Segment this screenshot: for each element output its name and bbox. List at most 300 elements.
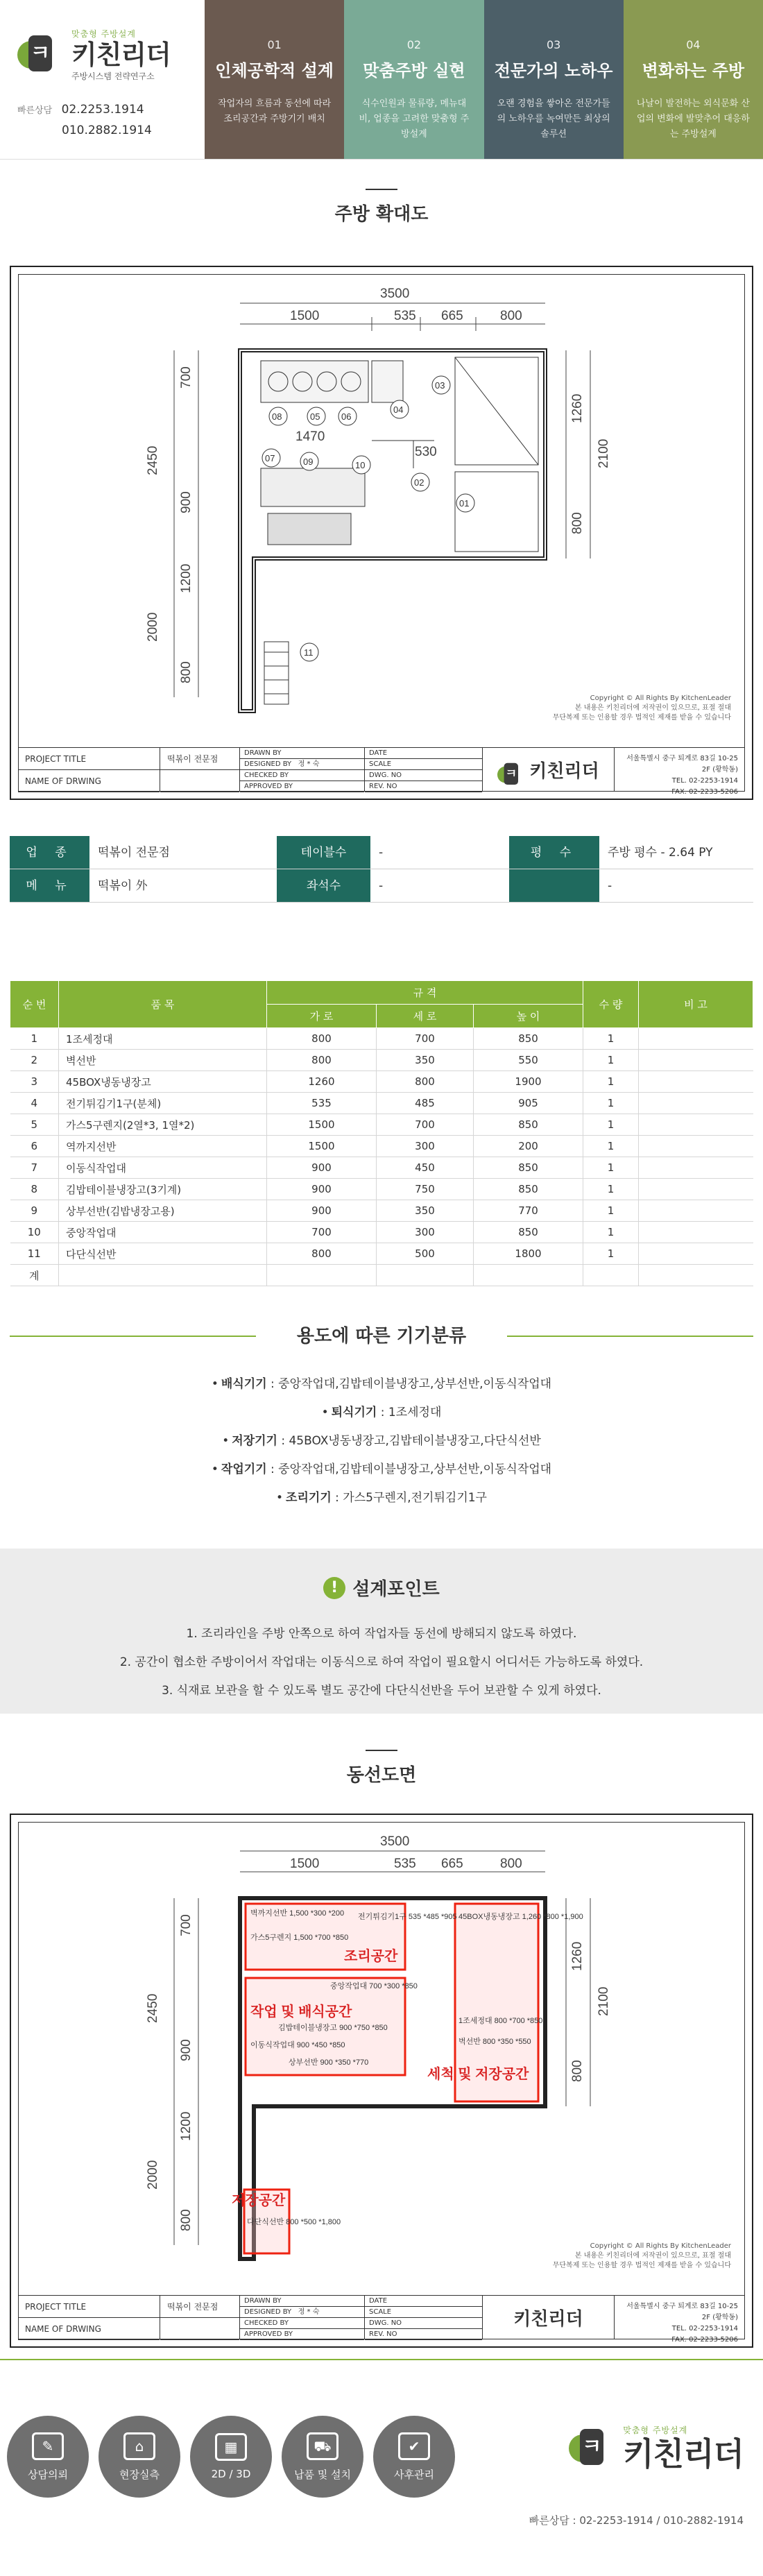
title-bar — [366, 189, 397, 190]
table-cell: 1900 — [474, 1071, 583, 1093]
flow-plan-svg — [11, 1815, 752, 2294]
table-cell: 역까지선반 — [59, 1136, 267, 1157]
class-value: 중앙작업대,김밥테이블냉장고,상부선반,이동식작업대 — [278, 1462, 552, 1476]
service-buttons — [7, 2416, 455, 2498]
button-label: 2D / 3D — [211, 2468, 251, 2480]
table-cell: 300 — [376, 1222, 473, 1243]
table-cell — [267, 1265, 377, 1286]
table-row — [10, 1222, 753, 1243]
table-cell: 850 — [474, 1114, 583, 1136]
table-cell — [639, 1265, 753, 1286]
class-label: 배식기기 — [221, 1377, 267, 1391]
table-cell: 3 — [10, 1071, 59, 1093]
logo-name: 키친리더 — [71, 40, 171, 70]
table-cell: 900 — [267, 1179, 377, 1200]
table-cell — [474, 1265, 583, 1286]
table-cell: 다단식선반 — [59, 1243, 267, 1265]
step-number: 01 — [267, 38, 282, 51]
table-cell: 900 — [267, 1200, 377, 1222]
info-value-empty: - — [608, 879, 612, 893]
table-cell: 770 — [474, 1200, 583, 1222]
flow-item-rack: 다단식선반 800 *500 *1,800 — [247, 2218, 341, 2226]
dim-left-2: 900 — [179, 491, 194, 513]
class-value: 45BOX냉동냉장고,김밥테이블냉장고,다단식선반 — [289, 1434, 541, 1448]
dim-right-2: 800 — [570, 512, 585, 534]
label-07: 07 — [265, 453, 275, 463]
dim-right-0: 2100 — [597, 438, 611, 468]
design-point-title: 설계포인트 — [352, 1579, 440, 1600]
flow-item-range: 가스5구렌지 1,500 *700 *850 — [250, 1934, 349, 1942]
section-title-text: 주방 확대도 — [334, 204, 429, 225]
tb-rev-no: REV. NO — [365, 2329, 482, 2340]
button-label: 현장실측 — [119, 2468, 160, 2481]
dim-top-4: 800 — [500, 309, 522, 323]
tb-scale: SCALE — [365, 759, 482, 770]
info-key-empty — [509, 869, 599, 902]
table-cell: 상부선반(김밥냉장고용) — [59, 1200, 267, 1222]
tb-drawn-by: DRAWN BY — [240, 2296, 364, 2307]
step-1 — [205, 0, 344, 159]
clipboard-icon: ✎ — [32, 2432, 64, 2460]
table-cell: 1 — [583, 1243, 639, 1265]
tb-logo-name: 키친리더 — [513, 2309, 583, 2330]
tb-approved-by: APPROVED BY — [240, 781, 364, 792]
table-cell: 10 — [10, 1222, 59, 1243]
step-number: 03 — [546, 38, 561, 51]
tb-dwg-no: DWG. NO — [365, 2318, 482, 2329]
table-cell: 1 — [583, 1071, 639, 1093]
flow-floor-plan — [10, 1814, 753, 2348]
copyright-line-1: Copyright © All Rights By KitchenLeader — [590, 2242, 731, 2250]
tb-date: DATE — [365, 748, 482, 759]
footer-contact: 빠른상담 : 02-2253-1914 / 010-2882-1914 — [529, 2514, 744, 2527]
info-value-type: 떡볶이 전문점 — [98, 846, 170, 860]
label-01: 01 — [459, 498, 470, 509]
dim-top-2: 535 — [394, 1857, 416, 1871]
title-bar — [366, 1750, 397, 1751]
class-value: 1조세정대 — [388, 1406, 442, 1419]
label-04: 04 — [393, 404, 404, 415]
tb-logo-name: 키친리더 — [529, 761, 599, 782]
dim-left-4: 2000 — [146, 612, 160, 642]
info-key-type: 업 종 — [10, 836, 89, 869]
logo-mark-icon: ㅋ — [569, 2429, 617, 2468]
table-cell — [59, 1265, 267, 1286]
flow-item-center-table: 중앙작업대 700 *300 *850 — [330, 1982, 418, 1990]
dim-left-1: 700 — [179, 366, 194, 389]
tb-fax: FAX. 02-2233-5206 — [671, 2336, 738, 2344]
step-2 — [344, 0, 483, 159]
tb-address: 서울특별시 중구 퇴계로 83길 10-25 2F (황학동) — [626, 755, 738, 774]
table-cell: 350 — [376, 1050, 473, 1071]
brand — [0, 0, 205, 159]
header — [0, 0, 763, 160]
info-value-menu: 떡볶이 外 — [98, 879, 148, 893]
step-3 — [484, 0, 624, 159]
class-value: 중앙작업대,김밥테이블냉장고,상부선반,이동식작업대 — [278, 1377, 552, 1391]
table-row — [10, 1114, 753, 1136]
title-block — [18, 2295, 745, 2344]
table-cell: 350 — [376, 1200, 473, 1222]
tb-designed-by: DESIGNED BY — [244, 760, 292, 768]
table-cell: 4 — [10, 1093, 59, 1114]
table-cell: 1500 — [267, 1136, 377, 1157]
table-cell — [639, 1114, 753, 1136]
tb-project-title: 떡볶이 전문점 — [160, 748, 239, 770]
delivery-button[interactable] — [282, 2416, 363, 2498]
table-cell: 700 — [376, 1114, 473, 1136]
class-item: • 퇴식기기 : 1조세정대 — [321, 1406, 442, 1419]
info-row — [10, 836, 753, 869]
dim-left-0: 2450 — [146, 445, 160, 475]
table-cell: 1 — [583, 1050, 639, 1071]
step-desc: 식수인원과 물류량, 메뉴대비, 업종을 고려한 맞춤형 주방설계 — [359, 99, 470, 139]
table-cell: 2 — [10, 1050, 59, 1071]
tb-tel: TEL. 02-2253-1914 — [671, 777, 738, 785]
table-cell: 850 — [474, 1222, 583, 1243]
equipment-table — [10, 980, 753, 1286]
dim-inner-0: 1470 — [295, 429, 325, 444]
info-value-tables: - — [379, 846, 384, 860]
logo-tagline: 맞춤형 주방설계 — [71, 29, 136, 39]
copyright-line-2: 본 내용은 키친리더에 저작권이 있으므로, 표절 절대 — [574, 704, 731, 712]
table-cell: 535 — [267, 1093, 377, 1114]
step-title: 변화하는 주방 — [642, 61, 745, 80]
table-cell: 550 — [474, 1050, 583, 1071]
table-cell: 485 — [376, 1093, 473, 1114]
divider — [507, 1336, 753, 1337]
table-cell: 300 — [376, 1136, 473, 1157]
tb-project-title: 떡볶이 전문점 — [160, 2296, 239, 2318]
copyright-line-1: Copyright © All Rights By KitchenLeader — [590, 694, 731, 702]
info-key-seats: 좌석수 — [277, 869, 370, 902]
table-cell: 1 — [10, 1028, 59, 1050]
dim-top-1: 1500 — [290, 309, 320, 323]
copyright-line-2: 본 내용은 키친리더에 저작권이 있으므로, 표절 절대 — [574, 2252, 731, 2260]
table-cell: 5 — [10, 1114, 59, 1136]
footer-logo[interactable] — [569, 2424, 744, 2472]
contact-label: 빠른상담 — [17, 105, 53, 116]
logo-sub: 주방시스템 전략연구소 — [71, 71, 155, 81]
table-cell — [639, 1157, 753, 1179]
class-item: • 조리기기 : 가스5구렌지,전기튀김기1구 — [276, 1491, 487, 1505]
tb-logo — [483, 748, 615, 792]
table-row — [10, 1157, 753, 1179]
table-row — [10, 1093, 753, 1114]
tb-checked-by: CHECKED BY — [240, 2318, 364, 2329]
dim-top-4: 800 — [500, 1857, 522, 1871]
dim-top-2: 535 — [394, 309, 416, 323]
table-cell — [639, 1028, 753, 1050]
tb-project-label: PROJECT TITLE — [18, 748, 160, 770]
table-cell: 200 — [474, 1136, 583, 1157]
copyright — [553, 694, 731, 723]
button-label: 상담의뢰 — [28, 2468, 68, 2481]
zone-cooking: 조리공간 — [344, 1949, 398, 1964]
info-value-area: 주방 평수 - 2.64 PY — [608, 846, 713, 860]
table-cell — [376, 1265, 473, 1286]
tb-dwg-no: DWG. NO — [365, 770, 482, 781]
table-cell: 1 — [583, 1093, 639, 1114]
section-title-kitchen — [0, 189, 763, 225]
exclamation-icon: ! — [323, 1577, 345, 1599]
table-cell: 1260 — [267, 1071, 377, 1093]
table-row — [10, 1050, 753, 1071]
th-name: 품 목 — [59, 981, 267, 1028]
table-cell: 1 — [583, 1157, 639, 1179]
flow-item-sink: 1조세정대 800 *700 *850 — [458, 2017, 543, 2025]
class-item: • 작업기기 : 중앙작업대,김밥테이블냉장고,상부선반,이동식작업대 — [211, 1462, 552, 1476]
flow-item-upper-shelf: 상부선반 900 *350 *770 — [289, 2058, 369, 2067]
tb-project-label: PROJECT TITLE — [18, 2296, 160, 2318]
after-service-button[interactable] — [373, 2416, 455, 2498]
table-cell: 1 — [583, 1114, 639, 1136]
dim-left-3: 1200 — [179, 563, 194, 593]
table-cell — [583, 1265, 639, 1286]
flow-item-kimbap-fridge: 김밥테이블냉장고 900 *750 *850 — [278, 2024, 388, 2032]
table-cell: 800 — [267, 1243, 377, 1265]
table-cell: 중앙작업대 — [59, 1222, 267, 1243]
dim-right-0: 2100 — [597, 1986, 611, 2016]
table-cell: 계 — [10, 1265, 59, 1286]
copyright-line-3: 무단복제 또는 인용할 경우 법적인 제재를 받을 수 있습니다 — [552, 2262, 731, 2269]
table-cell: 1 — [583, 1136, 639, 1157]
table-row — [10, 1179, 753, 1200]
dim-left-5: 800 — [179, 661, 194, 683]
step-title: 전문가의 노하우 — [494, 61, 613, 80]
table-cell: 전기튀김기1구(분체) — [59, 1093, 267, 1114]
step-number: 04 — [686, 38, 701, 51]
table-cell: 1 — [583, 1222, 639, 1243]
tb-scale: SCALE — [365, 2307, 482, 2318]
table-cell: 1 — [583, 1200, 639, 1222]
th-no: 순 번 — [10, 981, 59, 1028]
table-cell: 가스5구렌지(2열*3, 1열*2) — [59, 1114, 267, 1136]
tb-tel: TEL. 02-2253-1914 — [671, 2325, 738, 2332]
label-08: 08 — [272, 411, 282, 422]
table-cell: 850 — [474, 1028, 583, 1050]
dim-left-3: 1200 — [179, 2111, 194, 2141]
table-cell: 800 — [267, 1028, 377, 1050]
step-4 — [624, 0, 763, 159]
house-icon: ⌂ — [123, 2432, 155, 2460]
table-cell: 9 — [10, 1200, 59, 1222]
dim-top-0: 3500 — [380, 1834, 410, 1849]
table-cell: 750 — [376, 1179, 473, 1200]
dim-inner-1: 530 — [415, 445, 437, 459]
dim-right-1: 1260 — [570, 393, 585, 423]
dim-left-5: 800 — [179, 2209, 194, 2231]
th-height: 높 이 — [474, 1005, 583, 1028]
label-02: 02 — [414, 477, 425, 488]
flow-item-mobile-table: 이동식작업대 900 *450 *850 — [250, 2041, 345, 2049]
table-cell: 1 — [583, 1028, 639, 1050]
tb-drawn-by: DRAWN BY — [240, 748, 364, 759]
design-point-item: 2. 공간이 협소한 주방이어서 작업대는 이동식으로 하여 작업이 필요할시 어디서든 가능하도록 하였다. — [119, 1655, 644, 1669]
dim-left-1: 700 — [179, 1914, 194, 1936]
zone-storage: 저장공간 — [232, 2193, 286, 2208]
dim-left-0: 2450 — [146, 1993, 160, 2023]
class-value: 가스5구렌지,전기튀김기1구 — [343, 1491, 487, 1505]
class-label: 작업기기 — [221, 1462, 267, 1476]
table-cell: 11 — [10, 1243, 59, 1265]
table-cell: 김밥테이블냉장고(3기계) — [59, 1179, 267, 1200]
table-cell: 450 — [376, 1157, 473, 1179]
classification-title: 용도에 따른 기기분류 — [296, 1326, 467, 1347]
label-11: 11 — [304, 647, 314, 658]
tb-date: DATE — [365, 2296, 482, 2307]
info-key-tables: 테이블수 — [277, 836, 370, 869]
table-cell: 900 — [267, 1157, 377, 1179]
table-row — [10, 1136, 753, 1157]
table-cell: 905 — [474, 1093, 583, 1114]
th-note: 비 고 — [639, 981, 753, 1028]
table-cell — [639, 1179, 753, 1200]
flow-item-fryer: 전기튀김기1구 535 *485 *905 — [358, 1913, 457, 1921]
th-qty: 수 량 — [583, 981, 639, 1028]
button-label: 납품 및 설치 — [294, 2468, 351, 2481]
consult-button[interactable] — [7, 2416, 89, 2498]
th-spec: 규 격 — [267, 981, 583, 1005]
contact — [17, 100, 205, 140]
table-cell: 1 — [583, 1179, 639, 1200]
dim-top-3: 665 — [441, 309, 463, 323]
dim-left-4: 2000 — [146, 2160, 160, 2190]
design-point-item: 1. 조리라인을 주방 안쪽으로 하여 작업자들 동선에 방해되지 않도록 하였다. — [186, 1627, 577, 1641]
tb-logo-icon: ㅋ — [497, 762, 514, 776]
table-row — [10, 1265, 753, 1286]
zone-wash-storage: 세척 및 저장공간 — [427, 2067, 529, 2082]
table-row — [10, 1243, 753, 1265]
floor-plan-svg — [11, 267, 752, 746]
table-cell — [639, 1093, 753, 1114]
logo-tagline: 맞춤형 주방설계 — [623, 2425, 688, 2435]
table-cell: 800 — [376, 1071, 473, 1093]
label-09: 09 — [303, 457, 314, 467]
table-cell — [639, 1071, 753, 1093]
label-03: 03 — [435, 380, 445, 391]
section-title-text: 동선도면 — [346, 1765, 417, 1786]
table-cell: 850 — [474, 1179, 583, 1200]
tb-name-label: NAME OF DRWING — [18, 770, 160, 792]
table-cell: 6 — [10, 1136, 59, 1157]
label-10: 10 — [355, 460, 366, 470]
class-label: 퇴식기기 — [331, 1406, 377, 1419]
table-cell: 이동식작업대 — [59, 1157, 267, 1179]
design-2d3d-button[interactable] — [190, 2416, 272, 2498]
th-width: 가 로 — [267, 1005, 377, 1028]
truck-icon: ⛟ — [307, 2432, 338, 2460]
section-title-flow — [0, 1750, 763, 1786]
table-cell — [639, 1200, 753, 1222]
table-cell: 벽선반 — [59, 1050, 267, 1071]
tb-designer: 정 * 숙 — [298, 760, 320, 768]
info-row — [10, 869, 753, 903]
table-cell: 8 — [10, 1179, 59, 1200]
logo[interactable] — [17, 28, 205, 82]
blueprint-icon: ▦ — [215, 2433, 247, 2461]
flow-item-shelf: 벽까지선반 1,500 *300 *200 — [250, 1909, 345, 1918]
design-point-list — [0, 1620, 763, 1705]
dim-right-2: 800 — [570, 2060, 585, 2082]
info-table — [10, 836, 753, 903]
tb-fax: FAX. 02-2233-5206 — [671, 788, 738, 796]
table-row — [10, 1071, 753, 1093]
table-cell — [639, 1222, 753, 1243]
flow-item-fridge: 45BOX냉동냉장고 1,260 *800 *1,900 — [458, 1913, 583, 1921]
table-row — [10, 1200, 753, 1222]
tb-logo — [483, 2296, 615, 2339]
step-desc: 작업자의 흐름과 동선에 따라 조리공간과 주방기기 배치 — [218, 99, 332, 124]
tb-name-label: NAME OF DRWING — [18, 2318, 160, 2340]
table-cell: 1800 — [474, 1243, 583, 1265]
phone-2[interactable]: 010.2882.1914 — [62, 123, 152, 137]
design-point-item: 3. 식재료 보관을 할 수 있도록 별도 공간에 다단식선반을 두어 보관할 수 있게 하였다. — [162, 1684, 601, 1698]
table-cell — [639, 1050, 753, 1071]
table-cell: 700 — [376, 1028, 473, 1050]
table-cell: 700 — [267, 1222, 377, 1243]
label-06: 06 — [341, 411, 352, 422]
tb-designed-by: DESIGNED BY — [244, 2308, 292, 2316]
dim-right-1: 1260 — [570, 1941, 585, 1971]
site-measure-button[interactable] — [98, 2416, 180, 2498]
step-desc: 오랜 경험을 쌓아온 전문가들의 노하우를 녹여만든 최상의 솔루션 — [497, 99, 610, 139]
table-cell: 800 — [267, 1050, 377, 1071]
design-point-box — [0, 1549, 763, 1714]
dim-top-1: 1500 — [290, 1857, 320, 1871]
kitchen-floor-plan — [10, 266, 753, 800]
dim-top-0: 3500 — [380, 287, 410, 301]
th-depth: 세 로 — [376, 1005, 473, 1028]
classification-list — [0, 1370, 763, 1512]
logo-mark-icon: ㅋ — [17, 35, 66, 74]
table-cell — [639, 1136, 753, 1157]
tb-designer: 정 * 숙 — [298, 2308, 320, 2316]
button-label: 사후관리 — [394, 2468, 434, 2481]
class-label: 저장기기 — [232, 1434, 277, 1448]
label-05: 05 — [310, 411, 320, 422]
info-key-area: 평 수 — [509, 836, 599, 869]
info-value-seats: - — [379, 879, 384, 893]
logo-name: 키친리더 — [623, 2435, 744, 2473]
table-cell: 500 — [376, 1243, 473, 1265]
table-cell: 1500 — [267, 1114, 377, 1136]
class-item: • 저장기기 : 45BOX냉동냉장고,김밥테이블냉장고,다단식선반 — [222, 1434, 541, 1448]
class-item: • 배식기기 : 중앙작업대,김밥테이블냉장고,상부선반,이동식작업대 — [211, 1377, 552, 1391]
step-title: 맞춤주방 실현 — [363, 61, 465, 80]
table-cell — [639, 1243, 753, 1265]
tb-address: 서울특별시 중구 퇴계로 83길 10-25 2F (황학동) — [626, 2303, 738, 2321]
copyright-line-3: 무단복제 또는 인용할 경우 법적인 제재를 받을 수 있습니다 — [552, 714, 731, 722]
table-cell: 45BOX냉동냉장고 — [59, 1071, 267, 1093]
step-title: 인체공학적 설계 — [215, 61, 334, 80]
tb-approved-by: APPROVED BY — [240, 2329, 364, 2340]
table-row — [10, 1028, 753, 1050]
footer — [0, 2359, 763, 2576]
step-desc: 나날이 발전하는 외식문화 산업의 변화에 발맞추어 대응하는 주방설계 — [636, 99, 750, 139]
dim-left-2: 900 — [179, 2039, 194, 2061]
info-key-menu: 메 뉴 — [10, 869, 89, 902]
zone-work-serve: 작업 및 배식공간 — [250, 2004, 352, 2020]
table-cell: 1조세정대 — [59, 1028, 267, 1050]
flow-item-wall-shelf: 벽선반 800 *350 *550 — [458, 2038, 531, 2046]
step-number: 02 — [406, 38, 422, 51]
tb-checked-by: CHECKED BY — [240, 770, 364, 781]
table-cell: 7 — [10, 1157, 59, 1179]
table-cell: 850 — [474, 1157, 583, 1179]
phone-1[interactable]: 02.2253.1914 — [61, 103, 144, 117]
class-label: 조리기기 — [286, 1491, 332, 1505]
